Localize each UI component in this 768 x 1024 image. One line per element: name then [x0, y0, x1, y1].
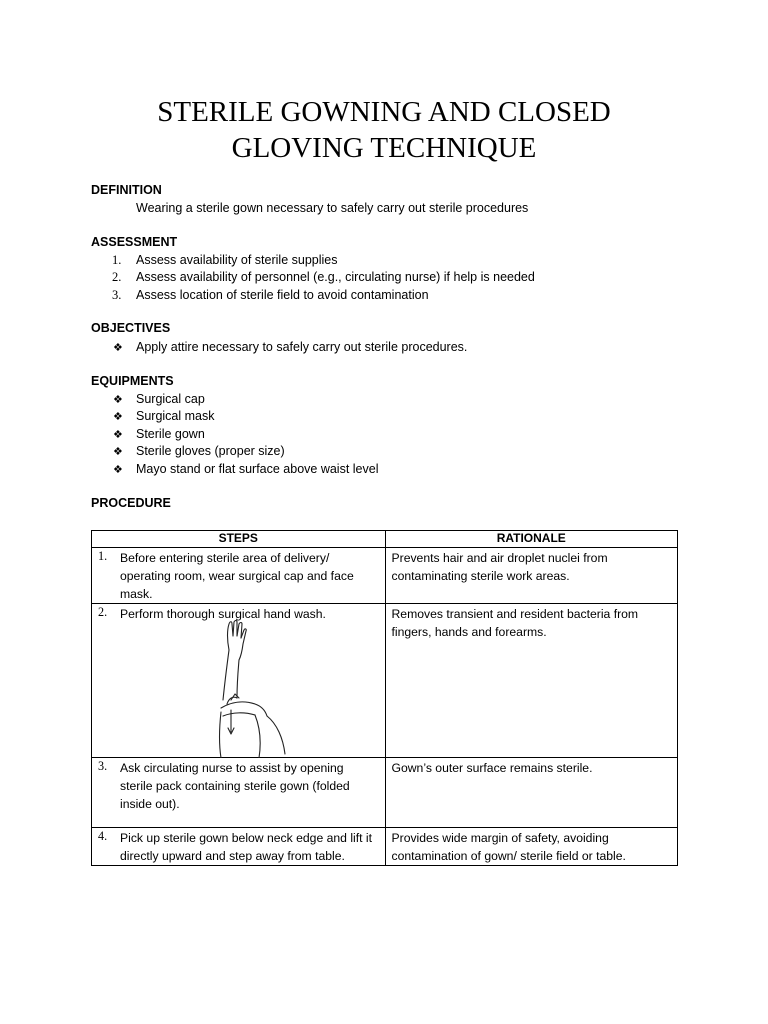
- assessment-item-number: 3.: [112, 288, 122, 302]
- step-cell: [92, 758, 386, 828]
- assessment-item-text: Assess location of sterile field to avoid contamination: [136, 288, 429, 302]
- rationale-column-header: RATIONALE: [385, 531, 678, 548]
- table-row: [92, 758, 678, 828]
- step-cell: [92, 604, 386, 758]
- step-cell: [92, 548, 386, 604]
- page-title-line-1: STERILE GOWNING AND CLOSED: [157, 96, 611, 128]
- hand-washing-illustration: [217, 620, 289, 758]
- step-text: Pick up sterile gown below neck edge and lift it directly upward and step away from table.: [120, 831, 373, 863]
- rationale-cell: Removes transient and resident bacteria from fingers, hands and forearms.: [385, 604, 678, 758]
- equipment-item: Mayo stand or flat surface above waist level: [136, 462, 379, 476]
- definition-text: Wearing a sterile gown necessary to safely carry out sterile procedures: [136, 201, 529, 215]
- step-text: Ask circulating nurse to assist by opening sterile pack containing sterile gown (folded inside out).: [120, 761, 350, 811]
- procedure-table: [91, 530, 678, 866]
- step-text: Perform thorough surgical hand wash.: [120, 607, 326, 621]
- equipments-heading: EQUIPMENTS: [91, 374, 174, 388]
- step-number: 4.: [98, 829, 108, 843]
- four-diamond-bullet-icon: ❖: [113, 342, 123, 354]
- steps-column-header: STEPS: [92, 531, 386, 548]
- step-number: 2.: [98, 605, 108, 619]
- rationale-cell: Gown’s outer surface remains sterile.: [385, 758, 678, 828]
- four-diamond-bullet-icon: ❖: [113, 411, 123, 423]
- assessment-heading: ASSESSMENT: [91, 235, 178, 249]
- four-diamond-bullet-icon: ❖: [113, 429, 123, 441]
- equipment-item: Sterile gloves (proper size): [136, 444, 285, 458]
- step-number: 1.: [98, 549, 108, 563]
- assessment-item-text: Assess availability of sterile supplies: [136, 253, 338, 267]
- equipment-item: Surgical mask: [136, 409, 215, 423]
- rationale-cell: Prevents hair and air droplet nuclei from contaminating sterile work areas.: [385, 548, 678, 604]
- table-row: [92, 548, 678, 604]
- table-header-row: [92, 531, 678, 548]
- four-diamond-bullet-icon: ❖: [113, 446, 123, 458]
- step-cell: [92, 828, 386, 866]
- four-diamond-bullet-icon: ❖: [113, 464, 123, 476]
- four-diamond-bullet-icon: ❖: [113, 394, 123, 406]
- rationale-cell: Provides wide margin of safety, avoiding contamination of gown/ sterile field or table.: [385, 828, 678, 866]
- assessment-item-text: Assess availability of personnel (e.g., circulating nurse) if help is needed: [136, 270, 535, 284]
- table-row: [92, 604, 678, 758]
- table-row: [92, 828, 678, 866]
- objectives-item: Apply attire necessary to safely carry out sterile procedures.: [136, 340, 468, 354]
- equipment-item: Sterile gown: [136, 427, 205, 441]
- equipment-item: Surgical cap: [136, 392, 205, 406]
- step-number: 3.: [98, 759, 108, 773]
- assessment-item-number: 1.: [112, 253, 122, 267]
- definition-heading: DEFINITION: [91, 183, 162, 197]
- objectives-heading: OBJECTIVES: [91, 321, 171, 335]
- assessment-item-number: 2.: [112, 270, 122, 284]
- page-title-line-2: GLOVING TECHNIQUE: [231, 132, 537, 164]
- procedure-heading: PROCEDURE: [91, 496, 171, 510]
- step-text: Before entering sterile area of delivery/ operating room, wear surgical cap and face mask.: [120, 551, 354, 601]
